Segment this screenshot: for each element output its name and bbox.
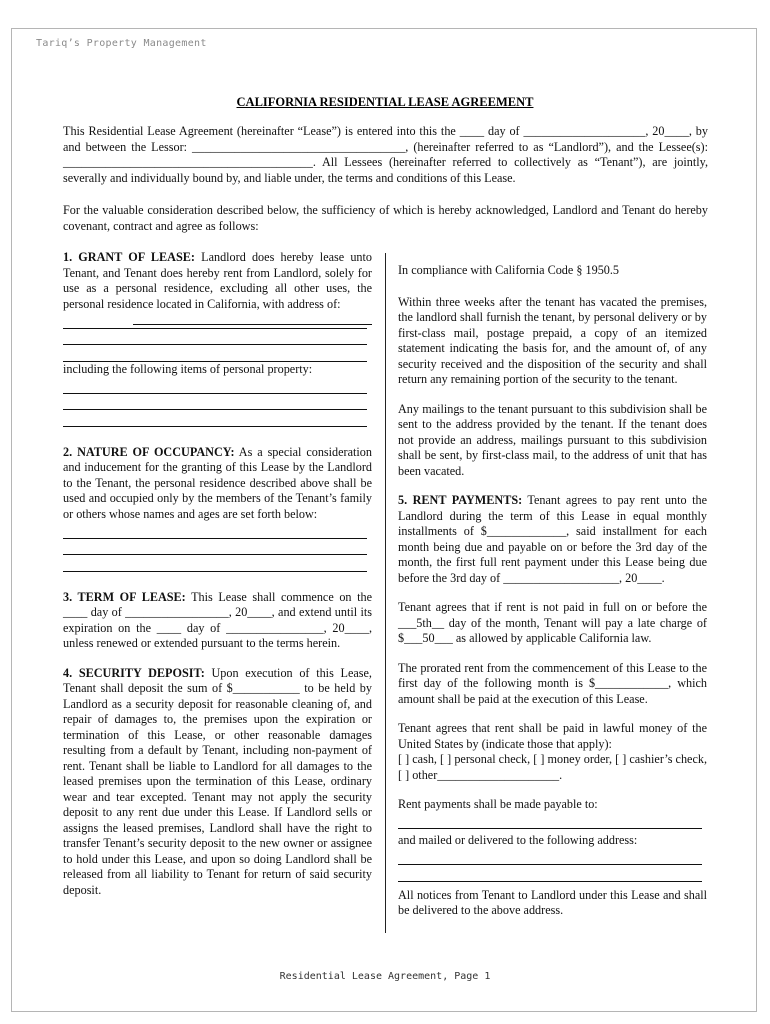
company-header: Tariq’s Property Management (36, 38, 207, 49)
address-line-2 (63, 312, 367, 329)
address-line-4 (63, 345, 367, 362)
consideration-paragraph: For the valuable consideration described below, the sufficiency of which is hereby acknowledged, Landlord and Tenant do hereby covenant, contract and agree as follows: (63, 203, 708, 233)
compliance-paragraph-1: Within three weeks after the tenant has vacated the premises, the landlord shall furnish the tenant, by personal delivery or by first-class mail, postage prepaid, a copy of an itemized statement indicating the basis for, and the amount of, of any security received and the disposition of the security and shall return any remaining portion of the security to the tenant. (398, 294, 707, 386)
prorated-paragraph: The prorated rent from the commencement of this Lease to the first day of the following month is $____________, which amount shall be paid at the execution of this Lease. (398, 660, 707, 706)
address-line-3 (63, 329, 367, 346)
rent-text: Tenant agrees to pay rent unto the Landlord during the term of this Lease in equal monthly installments of $_____________, said installment for each month being due and payable on or before the 3rd day of the month, the first full rent payment under this Lease being due before the 3rd day of ___________________, 20____. (398, 493, 707, 585)
deposit-heading: 4. SECURITY DEPOSIT: (63, 665, 205, 680)
mailed-label: and mailed or delivered to the following address: (398, 833, 638, 847)
intro-paragraph: This Residential Lease Agreement (hereinafter “Lease”) is entered into this the ____ day of ____________________, 20____, by and between the Lessor: ___________________________________, (hereinafter referred to as “Landlord”), and the Lessee(s): _________________________________________. All Lessees (hereinafter referred to collectively as “Tenant”), are jointly, severally and individually bound by, and liable under, the terms and conditions of this Lease. (63, 124, 708, 185)
lawful-money-paragraph: Tenant agrees that rent shall be paid in lawful money of the United States by (indicate those that apply): (398, 721, 707, 751)
term-heading: 3. TERM OF LEASE: (63, 589, 186, 604)
occupancy-text: As a special consideration and inducement for the granting of this Lease by the Landlord to the Tenant, the personal residence described above shall be used and occupied only by the members of the Tenant’s family or others whose names and ages are set forth below: (63, 444, 372, 521)
occupancy-paragraph (63, 445, 372, 523)
rent-paragraph (398, 493, 707, 586)
grant-heading: 1. GRANT OF LEASE: (63, 250, 195, 264)
payable-label: Rent payments shall be made payable to: (398, 797, 598, 811)
mailing-address-line-1 (398, 849, 702, 866)
notices-paragraph: All notices from Tenant to Landlord under this Lease and shall be delivered to the above address. (398, 887, 707, 917)
column-divider (385, 253, 386, 933)
occupants-line-2 (63, 539, 367, 556)
compliance-paragraph-2: Any mailings to the tenant pursuant to this subdivision shall be sent to the address provided by the tenant. If the tenant does not provide an address, mailings pursuant to this subdivision shall be sent, by first-class mail, to the address of unit that has been vacated. (398, 401, 707, 478)
occupants-line-3 (63, 555, 367, 572)
deposit-text: Upon execution of this Lease, Tenant shall deposit the sum of $___________ to be held by Landlord as a security deposit for reasonable cleaning of, and repair of damages to, the premises upon the expiration or termination of this Lease, or other reasonable damages resulting from a default by Tenant, including non-payment of rent. Tenant shall be liable to Landlord for all damages to the leased premises upon the termination of this Lease, ordinary wear and tear excepted. Tenant may not apply the security deposit to any rent due under this Lease. If Landlord sells or assigns the leased premises, Landlord shall have the right to transfer Tenant’s security deposit to the new owner or assignee to hold under this Lease, and upon so doing Landlord shall be released from all liability to Tenant for return of said security deposit. (63, 665, 372, 897)
address-line-1 (133, 324, 372, 325)
deposit-paragraph (63, 666, 372, 899)
property-label: including the following items of personal property: (63, 361, 313, 376)
property-line-2 (63, 394, 367, 411)
compliance-title: In compliance with California Code § 1950.5 (398, 263, 620, 277)
payment-methods: [ ] cash, [ ] personal check, [ ] money order, [ ] cashier’s check, [ ] other____________________. (398, 752, 707, 782)
term-paragraph (63, 590, 372, 652)
property-line-1 (63, 377, 367, 394)
occupancy-heading: 2. NATURE OF OCCUPANCY: (63, 444, 235, 459)
section-deposit (63, 666, 372, 899)
left-column (63, 250, 372, 912)
late-charge-paragraph: Tenant agrees that if rent is not paid in full on or before the ___5th__ day of the month, Tenant will pay a late charge of $___50___ as allowed by applicable California law. (398, 600, 707, 645)
term-text: This Lease shall commence on the ____ day of _________________, 20____, and extend until its expiration on the ____ day of ________________, 20____, unless renewed or extended pursuant to the terms herein. (63, 589, 373, 650)
section-grant (63, 250, 372, 427)
page-footer: Residential Lease Agreement, Page 1 (279, 971, 491, 982)
payable-line (398, 813, 702, 830)
property-line-3 (63, 410, 367, 427)
grant-paragraph (63, 250, 372, 312)
document-title: CALIFORNIA RESIDENTIAL LEASE AGREEMENT (236, 95, 534, 109)
section-term (63, 590, 372, 652)
occupants-line-1 (63, 522, 367, 539)
rent-heading: 5. RENT PAYMENTS: (398, 493, 523, 507)
right-column (398, 263, 707, 919)
section-occupancy (63, 445, 372, 572)
grant-text: Landlord does hereby lease unto Tenant, and Tenant does hereby rent from Landlord, solely for use as a personal residence, excluding all other uses, the personal residence located in California, with address of: (63, 250, 372, 311)
mailing-address-line-2 (398, 865, 702, 882)
